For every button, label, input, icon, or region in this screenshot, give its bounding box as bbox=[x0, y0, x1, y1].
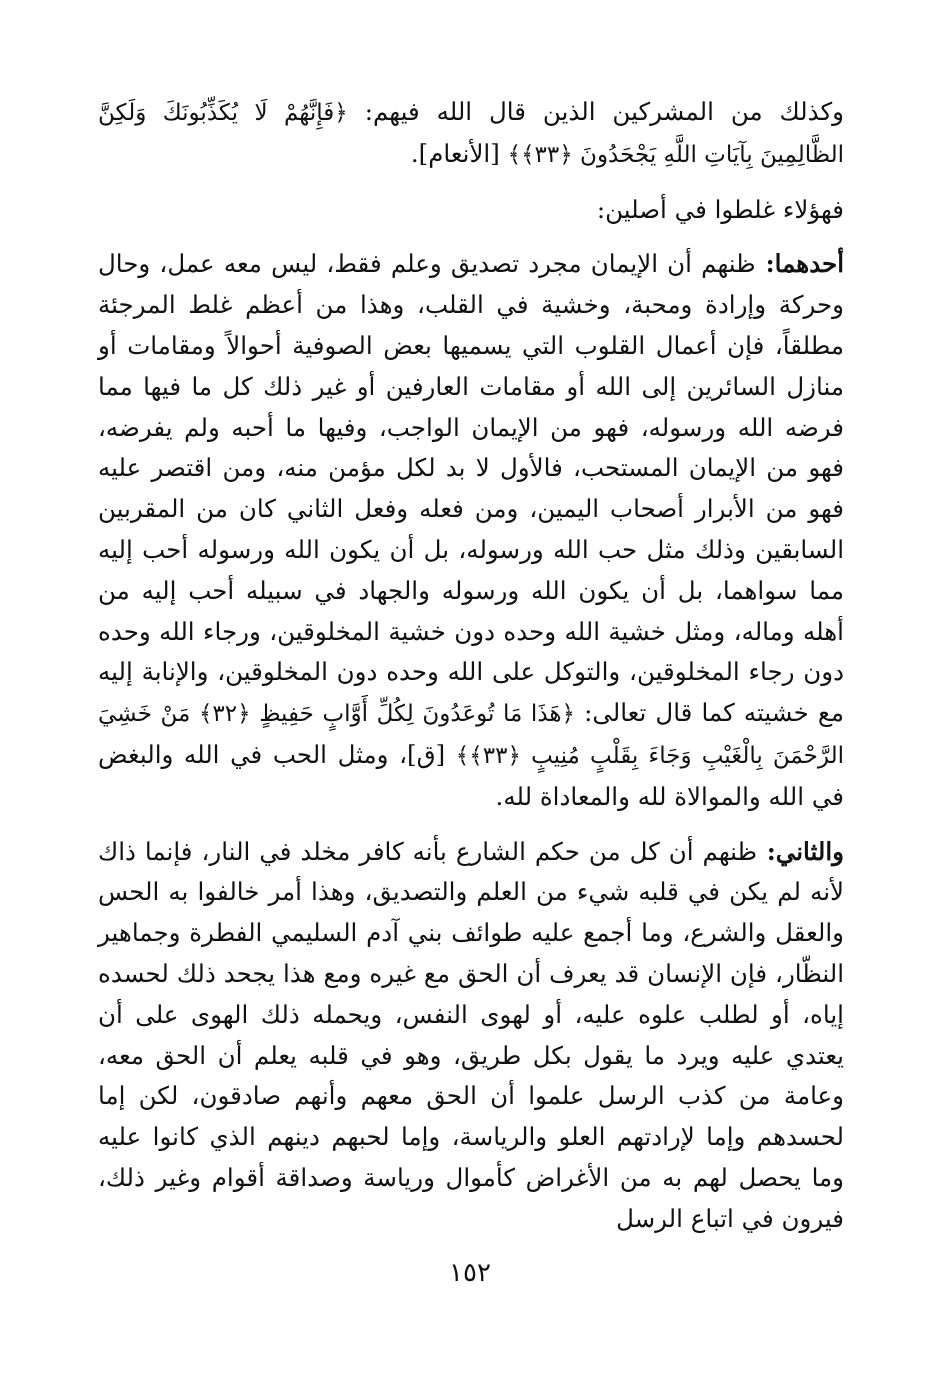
paragraph-2 bbox=[98, 190, 844, 231]
quran-verse-qaf: ﴿هَذَا مَا تُوعَدُونَ لِكُلِّ أَوَّابٍ حَفِيظٍ ﴿٣٢﴾ مَنْ خَشِيَ الرَّحْمَنَ بِالْغَيْبِ وَجَاءَ بِقَلْبٍ مُنِيبٍ ﴿٣٣﴾﴾ bbox=[98, 701, 844, 769]
paragraph-1 bbox=[98, 92, 844, 176]
surah-reference-qaf: [ق] bbox=[407, 739, 456, 769]
page-number: ١٥٢ bbox=[449, 1258, 491, 1288]
paragraph-4 bbox=[98, 832, 844, 1240]
surah-reference-anam: [الأنعام]. bbox=[410, 138, 508, 168]
paragraph-2-text: فهؤلاء غلطوا في أصلين: bbox=[596, 194, 844, 224]
paragraph-4-lead: والثاني: bbox=[757, 836, 844, 866]
paragraph-1-text: وكذلك من المشركين الذين قال الله فيهم: bbox=[347, 97, 844, 126]
paragraph-3-text-2: ، ومثل الحب في الله والبغض في الله والموالاة لله والمعاداة لله. bbox=[98, 739, 844, 811]
page-body bbox=[98, 92, 844, 1240]
quran-verse-anam: ﴿فَإِنَّهُمْ لَا يُكَذِّبُونَكَ وَلَكِنَّ الظَّالِمِينَ بِآيَاتِ اللَّهِ يَجْحَدُونَ ﴿٣٣﴾﴾ bbox=[98, 100, 844, 168]
paragraph-3-lead: أحدهما: bbox=[755, 249, 844, 279]
paragraph-3 bbox=[98, 244, 844, 817]
paragraph-3-text-1: ظنهم أن الإيمان مجرد تصديق وعلم فقط، ليس معه عمل، وحال وحركة وإرادة ومحبة، وخشية في القلب، وهذا من أعظم غلط المرجئة مطلقاً، فإن أعمال القلوب التي يسميها بعض الصوفية أحوالاً ومقامات أو منازل السائرين إلى الله أو مقامات العارفين أو غير ذلك كل ما فيها مما فرضه الله ورسوله، فهو من الإيمان الواجب، وفيها ما أحبه ولم يفرضه، فهو من الإيمان المستحب، فالأول لا بد لكل مؤمن منه، ومن اقتصر عليه فهو من الأبرار أصحاب اليمين، ومن فعله وفعل الثاني كان من المقربين السابقين وذلك مثل حب الله ورسوله، بل أن يكون الله ورسوله أحب إليه مما سواهما، بل أن يكون الله ورسوله والجهاد في سبيله أحب إليه من أهله وماله، ومثل خشية الله وحده دون خشية المخلوقين، ورجاء الله وحده دون رجاء المخلوقين، والتوكل على الله وحده دون المخلوقين، والإنابة إليه مع خشيته كما قال تعالى: bbox=[98, 249, 844, 728]
paragraph-4-text: ظنهم أن كل من حكم الشارع بأنه كافر مخلد في النار، فإنما ذاك لأنه لم يكن في قلبه شيء من العلم والتصديق، وهذا أمر خالفوا به الحس والعقل والشرع، وما أجمع عليه طوائف بني آدم السليمي الفطرة وجماهير النظّار، فإن الإنسان قد يعرف أن الحق مع غيره ومع هذا يجحد ذلك لحسده إياه، أو لطلب علوه عليه، أو لهوى النفس، ويحمله ذلك الهوى على أن يعتدي عليه ويرد ما يقول بكل طريق، وهو في قلبه يعلم أن الحق معه، وعامة من كذب الرسل علموا أن الحق معهم وأنهم صادقون، لكن إما لحسدهم وإما لإرادتهم العلو والرياسة، وإما لحبهم دينهم الذي كانوا عليه وما يحصل لهم به من الأغراض كأموال ورياسة وصداقة أقوام وغير ذلك، فيرون في اتباع الرسل bbox=[98, 836, 844, 1233]
